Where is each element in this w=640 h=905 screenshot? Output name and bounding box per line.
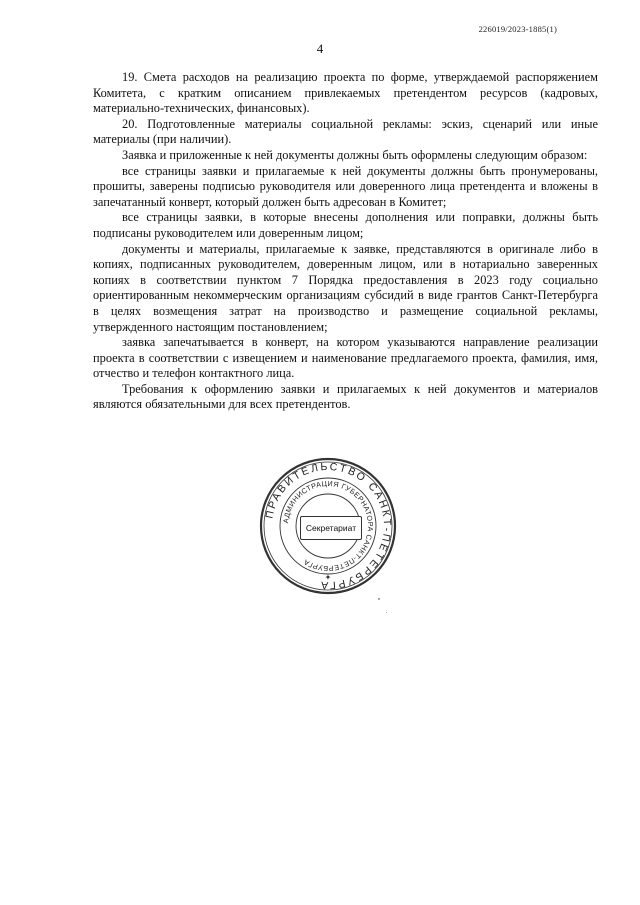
- paragraph-item-19: 19. Смета расходов на реализацию проекта по форме, утверждаемой распоряжением Комитета, с кратким описанием привлекаемых претендентом ресурсов (кадровых, материально-технических, финансовых).: [93, 70, 598, 116]
- scan-speck: [378, 598, 380, 600]
- seal-center-label: Секретариат: [300, 516, 362, 540]
- paragraph-envelope: заявка запечатывается в конверт, на котором указываются направление реализации проекта в соответствии с извещением и наименование предлагаемого проекта, фамилия, имя, отчество и телефон контактного лица.: [93, 335, 598, 381]
- paragraph-documents-copies: документы и материалы, прилагаемые к заявке, представляются в оригинале либо в копиях, подписанных руководителем, доверенным лицом, или в нотариально заверенных копиях в соответствии пунктом 7 Порядка предоставления в 2023 году социально ориентированным некоммерческим организациям субсидий в виде грантов Санкт-Петербурга в целях возмещения затрат на производство и размещение социальной рекламы, утвержденного настоящим постановлением;: [93, 241, 598, 334]
- paragraph-pages-numbering: все страницы заявки и прилагаемые к ней документы должны быть пронумерованы, прошиты, заверены подписью руководителя или доверенного лица претендента и вложены в запечатанный конверт, который должен быть адресован в Комитет;: [93, 163, 598, 209]
- paragraph-formatting-intro: Заявка и приложенные к ней документы должны быть оформлены следующим образом:: [122, 147, 588, 162]
- document-registration-number: 226019/2023-1885(1): [478, 24, 557, 34]
- seal-star-icon: ✦: [324, 573, 332, 582]
- official-seal-stamp: [258, 456, 398, 596]
- paragraph-requirements-mandatory: Требования к оформлению заявки и прилагаемых к ней документов и материалов являются обязательными для всех претендентов.: [93, 381, 598, 412]
- scan-speck: [386, 612, 387, 613]
- paragraph-item-20: 20. Подготовленные материалы социальной рекламы: эскиз, сценарий или иные материалы (при наличии).: [93, 116, 598, 147]
- document-body: [93, 70, 598, 413]
- seal-inner-text: АДМИНИСТРАЦИЯ ГУБЕРНАТОРА САНКТ-ПЕТЕРБУРГА: [281, 478, 376, 574]
- page-number: 4: [316, 41, 324, 56]
- paragraph-pages-corrections: все страницы заявки, в которые внесены дополнения или поправки, должны быть подписаны руководителем или доверенным лицом;: [93, 210, 598, 240]
- seal-outer-text: ПРАВИТЕЛЬСТВО САНКТ-ПЕТЕРБУРГА: [263, 460, 394, 592]
